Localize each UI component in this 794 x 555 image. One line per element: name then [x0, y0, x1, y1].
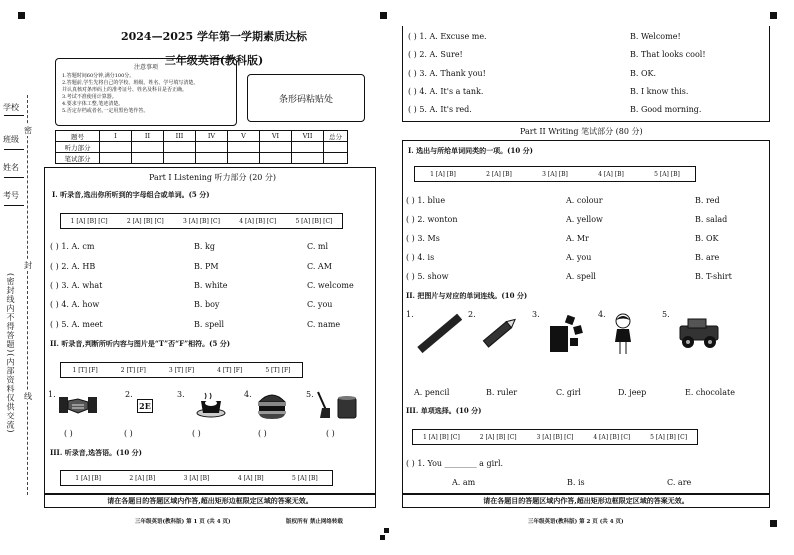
school-field[interactable]	[4, 115, 24, 116]
p2-footer-note: 请在各题目的答题区域内作答,超出矩形边框限定区域的答案无效。	[402, 494, 770, 508]
answer-option[interactable]: 4 [A] [B]	[598, 170, 624, 178]
p1-sec3-title: III. 听录音,选答语。(10 分)	[50, 448, 142, 457]
paint-and-brush-icon	[314, 390, 360, 420]
p2-mc-q1: ( ) 1. You ________ a girl.	[406, 459, 504, 468]
answer-option[interactable]: 1 [A] [B] [C]	[422, 433, 460, 441]
notice-box	[55, 58, 237, 126]
p2-q2-b: B. salad	[695, 215, 728, 224]
pic-number: 1.	[48, 390, 56, 399]
pic-number: 3.	[532, 310, 540, 319]
pic-number: 4.	[244, 390, 252, 399]
notice-line: 3.考试不准使用计算器。	[62, 94, 117, 100]
answer-paren[interactable]: ( )	[258, 429, 267, 438]
p2-q4-b: B. are	[695, 253, 720, 262]
part-ii-title: Part II Writing 笔试部分 (80 分)	[520, 127, 643, 136]
p2-q2-a: A. yellow	[566, 215, 603, 224]
answer-option[interactable]: 2 [A] [B]	[486, 170, 512, 178]
answer-option[interactable]: 2 [A] [B] [C]	[126, 217, 164, 225]
handshake-icon	[58, 393, 98, 421]
p2-resp2-b: B. That looks cool!	[630, 50, 706, 59]
p2-resp1-b: B. Welcome!	[630, 32, 681, 41]
answer-option[interactable]: 2 [A] [B] [C]	[479, 433, 517, 441]
notice-title: 注意事项	[133, 64, 158, 71]
p1-q4-c: C. you	[307, 300, 333, 309]
p1-q1: ( ) 1. A. cm	[50, 242, 95, 251]
score-table	[55, 130, 348, 164]
pic-number: 1.	[406, 310, 414, 319]
classroom-sign: 2E	[137, 399, 153, 413]
notice-line: 5.否定存档或者名,一定用黑色笔作答。	[62, 108, 149, 114]
answer-option[interactable]: 4 [A] [B] [C]	[239, 217, 277, 225]
p1-sec2-title: II. 听录音,判断所听内容与图片是“T”否“F”相符。(5 分)	[50, 339, 231, 348]
score-header: 总分	[324, 131, 348, 142]
registration-mark	[18, 12, 25, 19]
seal-char: 线	[24, 392, 32, 401]
p1-q4: ( ) 4. A. how	[50, 300, 100, 309]
answer-option[interactable]: 5 [T] [F]	[265, 366, 291, 374]
p2-q4-a: A. you	[566, 253, 592, 262]
answer-option[interactable]: 1 [A] [B]	[430, 170, 456, 178]
p2-q3-b: B. OK	[695, 234, 719, 243]
p1-q2-c: C. AM	[307, 262, 332, 271]
p2-sec2-title: II. 把图片与对应的单词连线。(10 分)	[406, 291, 528, 300]
seal-dashed-line	[27, 95, 28, 495]
p1-copyright: 版权所有 禁止网络转载	[286, 519, 343, 525]
jeep-icon	[676, 316, 722, 350]
pic-number: 5.	[306, 390, 314, 399]
exam-number-field[interactable]	[4, 205, 24, 206]
answer-option[interactable]: 5 [A] [B]	[292, 474, 318, 482]
p2-resp2: ( ) 2. A. Sure!	[408, 50, 463, 59]
p2-resp4: ( ) 4. A. It's a tank.	[408, 87, 484, 96]
score-header: I	[100, 131, 132, 142]
p2-q5-a: A. spell	[566, 272, 596, 281]
match-word: E. chocolate	[685, 388, 735, 397]
answer-option[interactable]: 4 [T] [F]	[217, 366, 243, 374]
ruler-icon	[416, 312, 462, 356]
score-header: III	[164, 131, 196, 142]
p1-q2: ( ) 2. A. HB	[50, 262, 96, 271]
notice-line: 1.答题时间60分钟,满分100分。	[62, 73, 135, 79]
answer-option[interactable]: 1 [A] [B]	[75, 474, 101, 482]
answer-option[interactable]: 4 [A] [B] [C]	[593, 433, 631, 441]
p2-page-footer: 三年级英语(教科版) 第 2 页 (共 4 页)	[528, 519, 624, 525]
notice-line: 2.答题前,学生先将自己的学校、班级、姓名、学号填写清楚。	[62, 80, 199, 86]
part-i-title: Part I Listening 听力部分 (20 分)	[149, 173, 277, 182]
answer-option[interactable]: 1 [A] [B] [C]	[70, 217, 108, 225]
p1-q3-b: B. white	[194, 281, 228, 290]
class-label: 班级	[3, 135, 19, 144]
score-header: VI	[260, 131, 292, 142]
pic-number: 5.	[662, 310, 670, 319]
answer-option[interactable]: 3 [T] [F]	[168, 366, 195, 374]
answer-paren[interactable]: ( )	[192, 429, 201, 438]
name-label: 姓名	[3, 163, 19, 172]
p2-q2: ( ) 2. wonton	[406, 215, 458, 224]
answer-option[interactable]: 3 [A] [B]	[183, 474, 210, 482]
exam-title: 2024—2025 学年第一学期素质达标	[120, 30, 308, 43]
p2-resp5-b: B. Good morning.	[630, 105, 702, 114]
p1-footer-note: 请在各题目的答题区域内作答,超出矩形边框限定区域的答案无效。	[44, 494, 376, 508]
p2-q4: ( ) 4. is	[406, 253, 435, 262]
match-word: B. ruler	[486, 388, 518, 397]
p2-sec1-answer-sheet[interactable]	[414, 166, 696, 182]
p1-sec1-title: I. 听录音,选出你所听到的字母组合或单词。(5 分)	[52, 190, 210, 199]
p2-resp3-b: B. OK.	[630, 69, 657, 78]
pic-number: 2.	[468, 310, 476, 319]
p2-q1-b: B. red	[695, 196, 720, 205]
girl-icon	[612, 312, 634, 356]
registration-mark	[380, 535, 385, 540]
chocolate-icon	[548, 312, 588, 354]
coffee-cup-icon	[195, 391, 227, 419]
pic-number: 4.	[598, 310, 606, 319]
p2-q3-a: A. Mr	[566, 234, 589, 243]
pic-number: 3.	[177, 390, 185, 399]
p1-q2-b: B. PM	[194, 262, 219, 271]
match-word: A. pencil	[414, 388, 450, 397]
answer-option[interactable]: 4 [A] [B]	[237, 474, 264, 482]
registration-mark	[384, 528, 389, 533]
p1-q5-c: C. name	[307, 320, 341, 329]
p2-q5-b: B. T-shirt	[695, 272, 732, 281]
class-field[interactable]	[4, 149, 24, 150]
score-header: II	[132, 131, 164, 142]
p1-q3-c: C. welcome	[307, 281, 354, 290]
p1-sec2-answer-sheet[interactable]	[60, 362, 303, 378]
answer-option[interactable]: 5 [A] [B] [C]	[650, 433, 688, 441]
registration-mark	[770, 12, 777, 19]
answer-option[interactable]: 3 [A] [B] [C]	[536, 433, 574, 441]
answer-paren[interactable]: ( )	[124, 429, 133, 438]
p2-q3: ( ) 3. Ms	[406, 234, 440, 243]
school-label: 学校	[3, 103, 19, 112]
answer-option[interactable]: 2 [T] [F]	[120, 366, 146, 374]
seal-warning-text: (密封线内不得答题)(内部资料仅供交流)	[6, 273, 15, 434]
p1-q1-b: B. kg	[194, 242, 215, 251]
notice-line: 4.要求字体工整,笔迹清楚。	[62, 101, 124, 107]
seal-char: 密	[24, 126, 32, 135]
p2-mc-q1-c: C. are	[667, 478, 692, 487]
binding-margin	[0, 95, 36, 535]
p2-resp5: ( ) 5. A. It's red.	[408, 105, 472, 114]
match-word: D. jeep	[618, 388, 647, 397]
answer-option[interactable]: 3 [A] [B] [C]	[183, 217, 220, 225]
p2-mc-q1-b: B. is	[567, 478, 585, 487]
p1-q3: ( ) 3. A. what	[50, 281, 103, 290]
p2-mc-q1-a: A. am	[452, 478, 476, 487]
p2-resp1: ( ) 1. A. Excuse me.	[408, 32, 487, 41]
p2-resp4-b: B. I know this.	[630, 87, 689, 96]
answer-option[interactable]: 5 [A] [B]	[654, 170, 680, 178]
p2-q5: ( ) 5. show	[406, 272, 449, 281]
answer-option[interactable]: 3 [A] [B]	[542, 170, 568, 178]
exam-subtitle: 三年级英语(教科版)	[164, 54, 264, 67]
score-header: 题号	[56, 131, 100, 142]
pic-number: 2.	[125, 390, 133, 399]
match-word: C. girl	[556, 388, 581, 397]
answer-paren[interactable]: ( )	[326, 429, 335, 438]
score-header: V	[228, 131, 260, 142]
score-row-label: 听力部分	[56, 142, 100, 153]
answer-option[interactable]: 1 [T] [F]	[72, 366, 98, 374]
seal-char: 封	[24, 261, 32, 270]
p2-q1-a: A. colour	[566, 196, 603, 205]
p2-resp3: ( ) 3. A. Thank you!	[408, 69, 486, 78]
score-header: IV	[196, 131, 228, 142]
p1-page-footer: 三年级英语(教科版) 第 1 页 (共 4 页)	[135, 519, 231, 525]
barcode-area: 条形码粘贴处	[247, 74, 365, 122]
notice-line: 并认真核对条形码上的准考证号、姓名及科目是否正确。	[62, 87, 188, 93]
exam-number-label: 考号	[3, 191, 19, 200]
p2-sec1-title: I. 选出与所给单词同类的一项。(10 分)	[408, 146, 533, 155]
p1-sec3-answer-sheet[interactable]	[60, 470, 333, 486]
p1-q5-b: B. spell	[194, 320, 225, 329]
name-field[interactable]	[4, 177, 24, 178]
p2-sec3-answer-sheet[interactable]	[412, 429, 698, 445]
pencil-icon	[478, 314, 520, 352]
answer-option[interactable]: 5 [A] [B] [C]	[295, 217, 333, 225]
score-header: VII	[292, 131, 324, 142]
registration-mark	[770, 520, 777, 527]
p1-q5: ( ) 5. A. meet	[50, 320, 103, 329]
answer-option[interactable]: 2 [A] [B]	[129, 474, 156, 482]
hamburger-icon	[256, 390, 288, 420]
answer-paren[interactable]: ( )	[64, 429, 73, 438]
p1-sec1-answer-sheet[interactable]	[60, 213, 343, 229]
p2-sec3-title: III. 单项选择。(10 分)	[406, 406, 482, 415]
p1-q4-b: B. boy	[194, 300, 220, 309]
score-row-label: 笔试部分	[56, 153, 100, 164]
p2-q1: ( ) 1. blue	[406, 196, 446, 205]
p1-q1-c: C. ml	[307, 242, 329, 251]
